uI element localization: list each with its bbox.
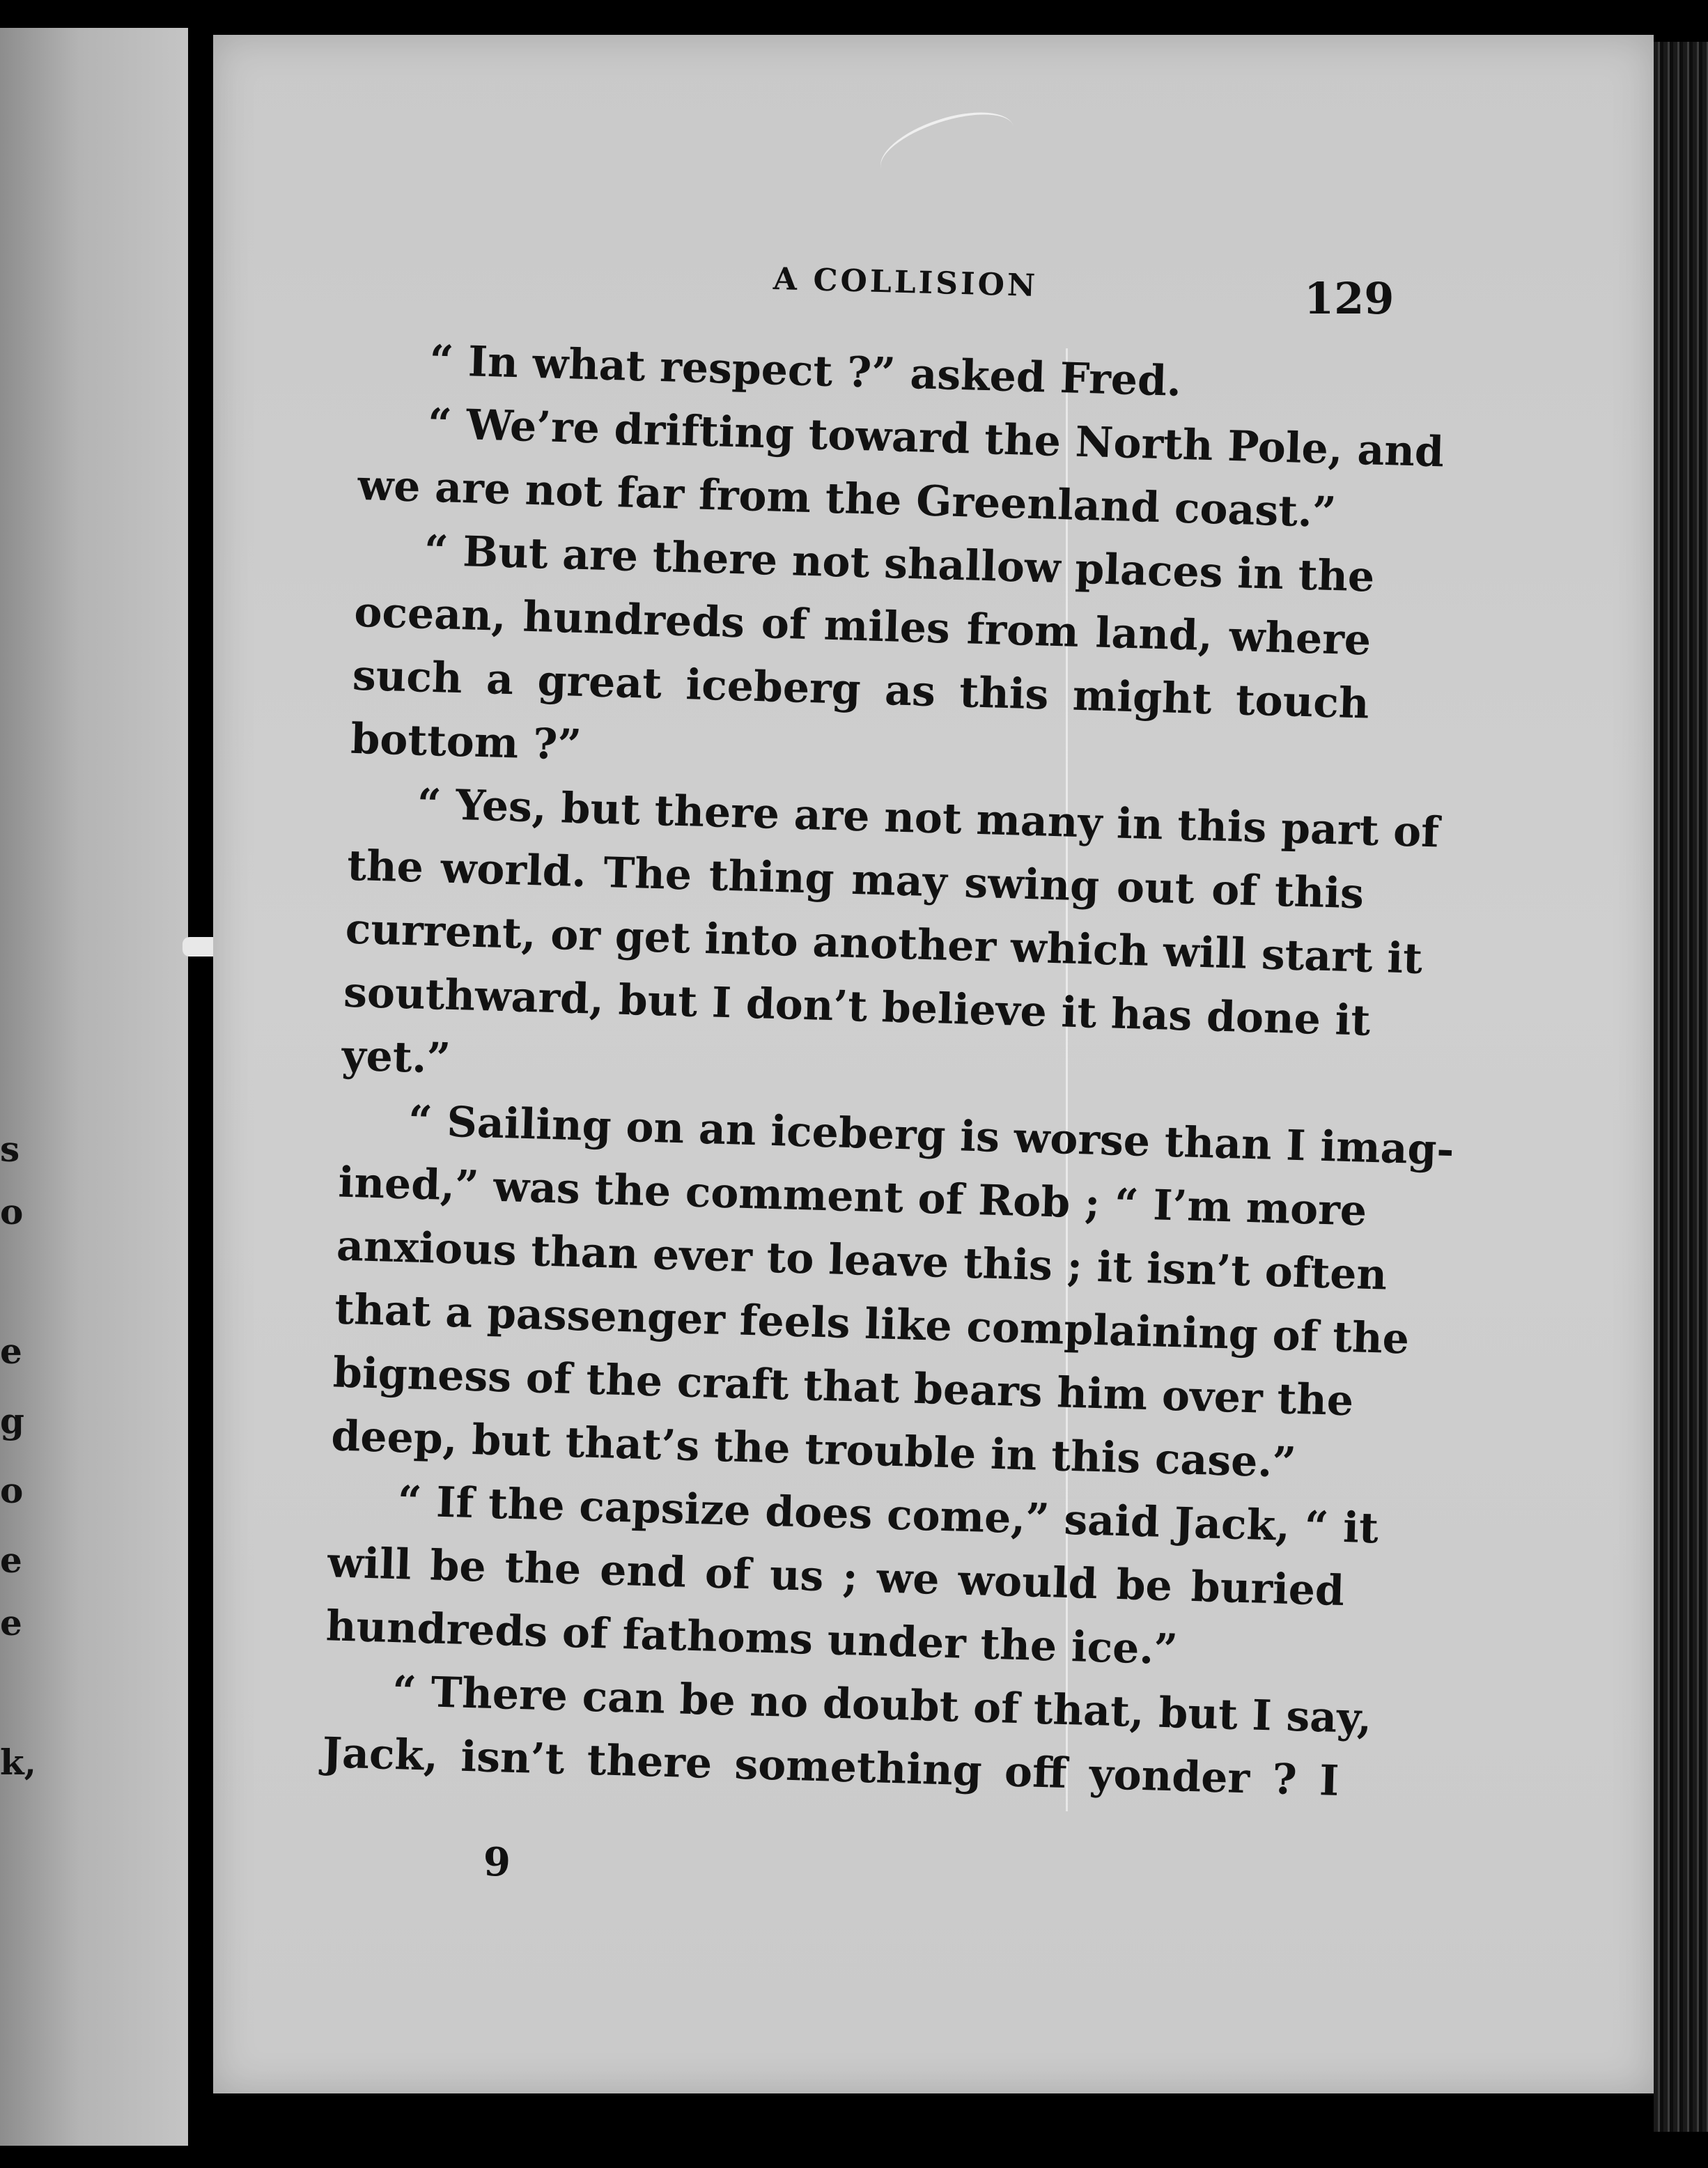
text-line: ined,” was the comment of Rob ; “ I’m more xyxy=(337,1158,1367,1236)
text-line: deep, but that’s the trouble in this case.” xyxy=(330,1411,1297,1488)
text-line: “ In what respect ?” asked Fred. xyxy=(428,336,1182,406)
previous-page-glyph: k, xyxy=(0,1742,37,1783)
text-line: “ Yes, but there are not many in this part of xyxy=(416,780,1440,858)
text-line: “ Sailing on an iceberg is worse than I imag- xyxy=(407,1097,1455,1175)
text-line: “ But are there not shallow places in the xyxy=(424,526,1376,602)
previous-page-glyph: o xyxy=(0,1470,24,1511)
previous-page xyxy=(0,28,199,2146)
page-edges xyxy=(1654,42,1708,2132)
body-text xyxy=(321,327,1455,1813)
text-line: “ There can be no doubt of that, but I say, xyxy=(391,1666,1373,1744)
text-line: bottom ?” xyxy=(350,714,582,771)
text-line: such a great iceberg as this might touch xyxy=(352,651,1370,729)
binding-dot xyxy=(194,217,212,235)
text-line: Jack, isn’t there something off yonder ? I xyxy=(321,1728,1340,1806)
text-line: bigness of the craft that bears him over the xyxy=(332,1348,1354,1426)
text-line: ocean, hundreds of miles from land, where xyxy=(353,587,1372,665)
text-line: the world. The thing may swing out of this xyxy=(346,841,1365,919)
signature-mark: 9 xyxy=(483,1839,511,1885)
text-line: yet.” xyxy=(341,1031,451,1083)
previous-page-glyph: e xyxy=(0,1331,22,1372)
previous-page-glyph: o xyxy=(0,1191,24,1232)
previous-page-glyph: g xyxy=(0,1400,24,1441)
previous-page-glyph: e xyxy=(0,1602,22,1643)
previous-page-glyph: e xyxy=(0,1540,22,1581)
running-title: A COLLISION xyxy=(773,261,1039,304)
text-line: will be the end of us ; we would be buried xyxy=(327,1538,1345,1616)
page-number: 129 xyxy=(1304,273,1395,324)
text-line: we are not far from the Greenland coast.” xyxy=(357,460,1337,538)
text-line: “ We’re drifting toward the North Pole, and xyxy=(427,399,1445,477)
book-gutter xyxy=(188,0,213,2168)
text-line: anxious than ever to leave this ; it isn’t often xyxy=(336,1221,1388,1300)
text-line: southward, but I don’t believe it has done it xyxy=(343,968,1372,1046)
text-line: hundreds of fathoms under the ice.” xyxy=(325,1602,1179,1675)
text-line: “ If the capsize does come,” said Jack, “ it xyxy=(396,1477,1379,1554)
previous-page-glyph: s xyxy=(0,1129,20,1170)
text-line: current, or get into another which will start it xyxy=(344,904,1423,984)
text-line: that a passenger feels like complaining of the xyxy=(334,1285,1410,1364)
